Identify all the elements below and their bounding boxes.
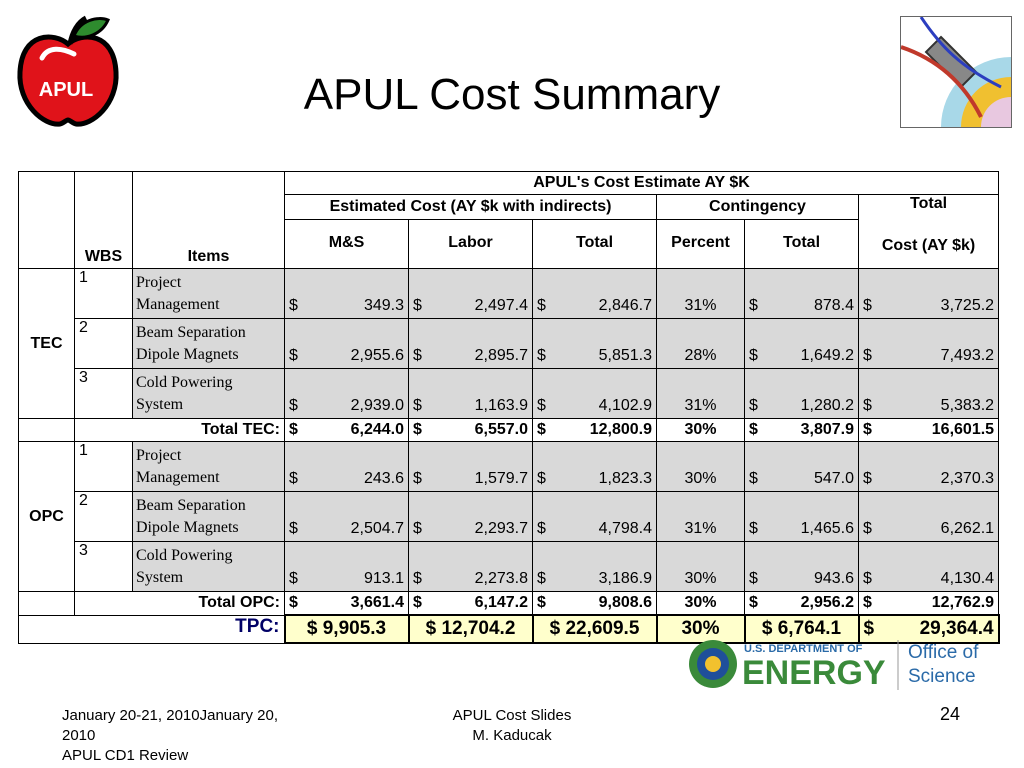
cont-value: 943.6 bbox=[813, 570, 854, 587]
footer-date: January 20-21, 2010January 20, 2010 APUL CD1 Review bbox=[62, 707, 278, 764]
cost-value: 4,130.4 bbox=[940, 570, 995, 587]
col-percent: Percent bbox=[657, 220, 745, 269]
total-opc-label: Total OPC: bbox=[75, 592, 285, 616]
labor-value: 1,163.9 bbox=[474, 397, 528, 414]
group-opc: OPC bbox=[19, 442, 75, 592]
cost-value: 5,383.2 bbox=[940, 397, 995, 414]
doe-line1: U.S. DEPARTMENT OF bbox=[744, 643, 863, 655]
col-wbs: WBS bbox=[75, 172, 133, 269]
item-cell: Project Management bbox=[133, 442, 285, 492]
cont-value: 1,280.2 bbox=[800, 397, 854, 414]
labor-value: 2,273.8 bbox=[474, 570, 528, 587]
tpc-total: $ 22,609.5 bbox=[533, 615, 657, 643]
cont-value: 1,465.6 bbox=[800, 520, 854, 537]
wbs-cell: 2 bbox=[75, 492, 133, 542]
percent-value: 31% bbox=[657, 269, 745, 319]
wbs-cell: 1 bbox=[75, 442, 133, 492]
col-cont-total: Total bbox=[745, 220, 859, 269]
total-tec-label: Total TEC: bbox=[75, 419, 285, 442]
percent-value: 31% bbox=[657, 492, 745, 542]
ms-value: 2,955.6 bbox=[350, 347, 404, 364]
table-row: 3 Cold Powering System $ 913.1 $ 2,273.8 $ 3,186.9 30% $ 943.6 $ 4,130.4 bbox=[19, 542, 999, 592]
doe-office1: Office of bbox=[908, 642, 979, 663]
total-value: 3,186.9 bbox=[598, 570, 652, 587]
labor-value: 2,895.7 bbox=[474, 347, 528, 364]
labor-value: 2,293.7 bbox=[474, 520, 528, 537]
cost-value: 7,493.2 bbox=[940, 347, 995, 364]
ms-value: 243.6 bbox=[363, 470, 404, 487]
cost-value: 3,725.2 bbox=[940, 297, 995, 314]
cont-value: 1,649.2 bbox=[800, 347, 854, 364]
page-title: APUL Cost Summary bbox=[303, 70, 721, 119]
item-cell: Beam Separation Dipole Magnets bbox=[133, 492, 285, 542]
ms-value: 2,504.7 bbox=[350, 520, 404, 537]
table-row: TEC 1 Project Management $ 349.3 $ 2,497.4 $ 2,846.7 31% $ 878.4 $ 3,725.2 bbox=[19, 269, 999, 319]
cont-value: 878.4 bbox=[813, 297, 854, 314]
percent-value: 28% bbox=[657, 319, 745, 369]
total-value: 1,823.3 bbox=[598, 470, 652, 487]
wbs-cell: 1 bbox=[75, 269, 133, 319]
total-tec-row: Total TEC: $ 6,244.0 $ 6,557.0 $ 12,800.9 30% $ 3,807.9 $ 16,601.5 bbox=[19, 419, 999, 442]
col-items: Items bbox=[133, 172, 285, 269]
tpc-cont: $ 6,764.1 bbox=[745, 615, 859, 643]
header-main: APUL's Cost Estimate AY $K bbox=[285, 172, 999, 195]
tpc-percent: 30% bbox=[657, 615, 745, 643]
tpc-labor: $ 12,704.2 bbox=[409, 615, 533, 643]
header-contingency: Contingency bbox=[657, 195, 859, 220]
group-tec: TEC bbox=[19, 269, 75, 419]
magnet-illustration bbox=[900, 16, 1012, 128]
doe-line2: ENERGY bbox=[742, 654, 886, 692]
ms-value: 913.1 bbox=[363, 570, 404, 587]
item-cell: Beam Separation Dipole Magnets bbox=[133, 319, 285, 369]
page-number: 24 bbox=[939, 704, 961, 724]
col-total: Total bbox=[533, 220, 657, 269]
header-total-label: Total bbox=[910, 195, 948, 212]
total-value: 5,851.3 bbox=[598, 347, 652, 364]
apul-logo-text: APUL bbox=[38, 79, 94, 101]
table-row: 2 Beam Separation Dipole Magnets $ 2,504.7 $ 2,293.7 $ 4,798.4 31% $ 1,465.6 $ 6,262.1 bbox=[19, 492, 999, 542]
header-estimated: Estimated Cost (AY $k with indirects) bbox=[285, 195, 657, 220]
percent-value: 30% bbox=[657, 442, 745, 492]
percent-value: 30% bbox=[657, 542, 745, 592]
total-opc-row: Total OPC: $ 3,661.4 $ 6,147.2 $ 9,808.6 30% $ 2,956.2 $ 12,762.9 bbox=[19, 592, 999, 616]
doe-office2: Science bbox=[908, 666, 976, 687]
labor-value: 2,497.4 bbox=[474, 297, 528, 314]
ms-value: 349.3 bbox=[363, 297, 404, 314]
col-ms: M&S bbox=[285, 220, 409, 269]
item-cell: Cold Powering System bbox=[133, 542, 285, 592]
col-labor: Labor bbox=[409, 220, 533, 269]
wbs-cell: 3 bbox=[75, 542, 133, 592]
wbs-cell: 2 bbox=[75, 319, 133, 369]
cost-value: 2,370.3 bbox=[940, 470, 995, 487]
col-cost: Cost (AY $k) bbox=[881, 237, 976, 254]
percent-value: 31% bbox=[657, 369, 745, 419]
total-value: 4,798.4 bbox=[598, 520, 652, 537]
item-cell: Project Management bbox=[133, 269, 285, 319]
header-total bbox=[859, 195, 999, 269]
table-row: OPC 1 Project Management $ 243.6 $ 1,579.7 $ 1,823.3 30% $ 547.0 $ 2,370.3 bbox=[19, 442, 999, 492]
tpc-row: TPC: $ 9,905.3 $ 12,704.2 $ 22,609.5 30% $ 6,764.1 $ 29,364.4 bbox=[19, 615, 999, 643]
total-value: 2,846.7 bbox=[598, 297, 652, 314]
table-row: 3 Cold Powering System $ 2,939.0 $ 1,163.9 $ 4,102.9 31% $ 1,280.2 $ 5,383.2 bbox=[19, 369, 999, 419]
total-value: 4,102.9 bbox=[598, 397, 652, 414]
table-row: 2 Beam Separation Dipole Magnets $ 2,955.6 $ 2,895.7 $ 5,851.3 28% $ 1,649.2 $ 7,493.2 bbox=[19, 319, 999, 369]
item-cell: Cold Powering System bbox=[133, 369, 285, 419]
tpc-label: TPC: bbox=[75, 615, 285, 643]
doe-office-of-science-logo bbox=[688, 636, 988, 694]
footer-slides: APUL Cost Slides M. Kaducak bbox=[452, 707, 572, 744]
tpc-ms: $ 9,905.3 bbox=[285, 615, 409, 643]
cost-summary-table bbox=[18, 171, 1000, 644]
wbs-cell: 3 bbox=[75, 369, 133, 419]
cost-value: 6,262.1 bbox=[940, 520, 995, 537]
ms-value: 2,939.0 bbox=[350, 397, 404, 414]
cont-value: 547.0 bbox=[813, 470, 854, 487]
labor-value: 1,579.7 bbox=[474, 470, 528, 487]
tpc-cost: 29,364.4 bbox=[919, 618, 994, 639]
